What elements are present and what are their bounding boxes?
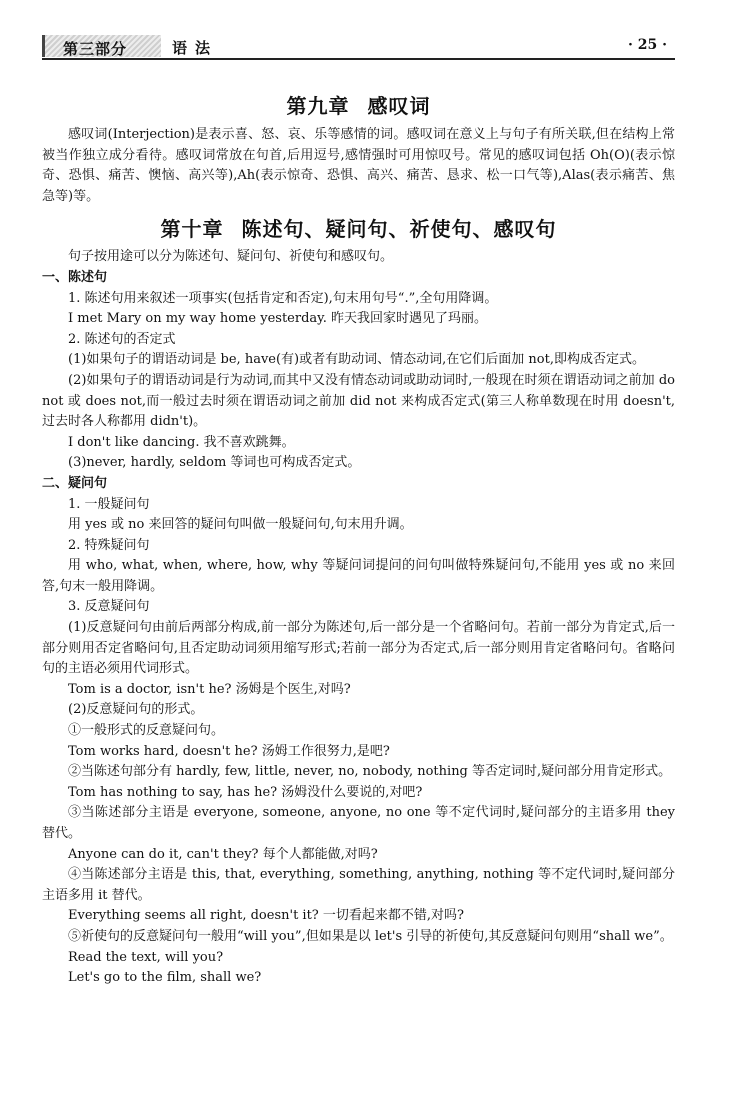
section-interrogative: 二、疑问句 <box>42 475 108 491</box>
sub-1: 1. 陈述句用来叙述一项事实(包括肯定和否定),句末用句号“.”,全句用降调。 <box>68 290 498 306</box>
chapter-9-title <box>42 90 675 119</box>
page-header <box>42 33 675 59</box>
rule-paragraph: 用 yes 或 no 来回答的疑问句叫做一般疑问句,句末用升调。 <box>68 517 413 533</box>
part-label-box <box>42 35 161 57</box>
form-item: ④当陈述部分主语是 this, that, everything, something, anything, nothing 等不定代词时,疑问部分主语多用 it 替代。 <box>42 867 675 903</box>
page-number: · 25 · <box>628 37 667 53</box>
rule-paragraph: (3)never, hardly, seldom 等词也可构成否定式。 <box>68 455 361 471</box>
form-item: ①一般形式的反意疑问句。 <box>68 723 225 739</box>
example: Read the text, will you? <box>68 949 224 965</box>
example: I met Mary on my way home yesterday. 昨天我回家时遇见了玛丽。 <box>68 311 488 327</box>
rule-paragraph: 用 who, what, when, where, how, why 等疑问词提问的问句叫做特殊疑问句,不能用 yes 或 no 来回答,句末一般用降调。 <box>42 558 675 594</box>
header-rule <box>42 58 675 60</box>
form-item: ②当陈述句部分有 hardly, few, little, never, no, nobody, nothing 等否定词时,疑问部分用肯定形式。 <box>68 764 672 780</box>
chapter-9-name: 感叹词 <box>367 94 431 118</box>
example: Tom has nothing to say, has he? 汤姆没什么要说的,对吧? <box>68 784 423 800</box>
section-declarative: 一、陈述句 <box>42 269 108 285</box>
chapter-10-intro: 句子按用途可以分为陈述句、疑问句、祈使句和感叹句。 <box>68 249 394 265</box>
rule-paragraph: (2)如果句子的谓语动词是行为动词,而其中又没有情态动词或助动词时,一般现在时须在谓语动词之前加 do not 或 does not,而一般过去时须在谓语动词之前加 did not 来构成否定式(第三人称单数现在时用 doesn't,过去时各人称都用 didn't)。 <box>42 372 675 430</box>
page-body <box>42 90 675 989</box>
chapter-9-number: 第九章 <box>286 94 350 118</box>
example: Tom works hard, doesn't he? 汤姆工作很努力,是吧? <box>68 743 390 759</box>
example: Anyone can do it, can't they? 每个人都能做,对吗? <box>68 846 378 862</box>
sub-1: 1. 一般疑问句 <box>68 496 150 512</box>
section-label: 语法 <box>172 39 219 57</box>
chapter-10-number: 第十章 <box>160 217 224 242</box>
form-item: ③当陈述部分主语是 everyone, someone, anyone, no one 等不定代词时,疑问部分的主语多用 they 替代。 <box>42 805 675 841</box>
rule-paragraph: (1)如果句子的谓语动词是 be, have(有)或者有助动词、情态动词,在它们后面加 not,即构成否定式。 <box>68 352 645 368</box>
form-item: ⑤祈使句的反意疑问句一般用“will you”,但如果是以 let's 引导的祈使句,其反意疑问句则用“shall we”。 <box>68 928 673 944</box>
chapter-9-intro: 感叹词(Interjection)是表示喜、怒、哀、乐等感情的词。感叹词在意义上与句子有所关联,但在结构上常被当作独立成分看待。感叹词常放在句首,后用逗号,感情强时可用惊叹号。常见的感叹词包括 Oh(O)(表示惊奇、恐惧、痛苦、懊恼、高兴等),Ah(表示惊奇、恐惧、高兴、痛苦、恳求、松一口气等),Alas(表示痛苦、焦急等)等。 <box>42 127 675 204</box>
sub-3: 3. 反意疑问句 <box>68 599 150 615</box>
example: I don't like dancing. 我不喜欢跳舞。 <box>68 434 295 450</box>
sub-2: 2. 陈述句的否定式 <box>68 331 176 347</box>
chapter-10-title <box>42 213 675 242</box>
part-label: 第三部分 <box>63 40 128 58</box>
rule-heading: (2)反意疑问句的形式。 <box>68 702 204 718</box>
example: Tom is a doctor, isn't he? 汤姆是个医生,对吗? <box>68 681 351 697</box>
rule-paragraph: (1)反意疑问句由前后两部分构成,前一部分为陈述句,后一部分是一个省略问句。若前一部分为肯定式,后一部分则用否定省略问句,且否定助动词须用缩写形式;若前一部分为否定式,后一部分则用肯定省略问句。省略问句的主语必须用代词形式。 <box>42 620 675 677</box>
example: Everything seems all right, doesn't it? 一切看起来都不错,对吗? <box>68 908 465 924</box>
sub-2: 2. 特殊疑问句 <box>68 537 150 553</box>
example: Let's go to the film, shall we? <box>68 970 262 986</box>
chapter-10-name: 陈述句、疑问句、祈使句、感叹句 <box>241 217 557 242</box>
